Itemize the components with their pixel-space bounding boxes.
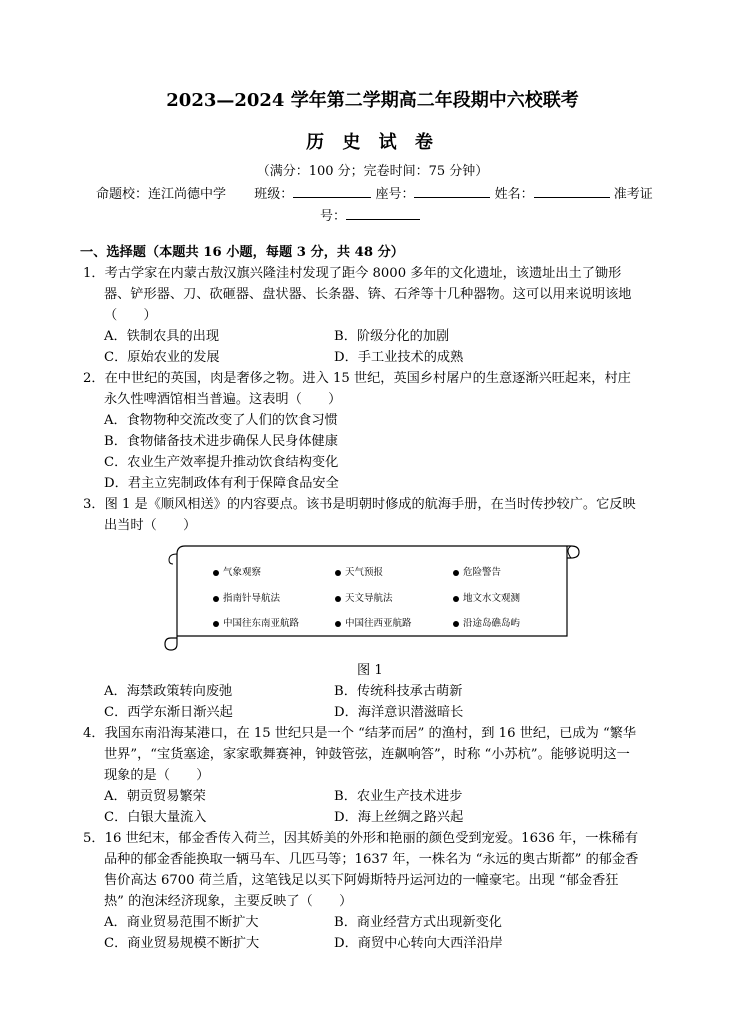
name-blank[interactable] <box>534 185 610 198</box>
ticket-label-2: 号： <box>320 209 347 224</box>
bullet-icon <box>213 596 219 602</box>
q5-option-a[interactable]: A．商业贸易范围不断扩大 <box>104 915 259 930</box>
figure-item-9: 沿途岛礁岛屿 <box>453 615 520 629</box>
q2-line-1: 2．在中世纪的英国，肉是奢侈之物。进入 15 世纪，英国乡村屠户的生意逐渐兴旺起来，村庄 <box>83 371 631 386</box>
q4-option-b[interactable]: B．农业生产技术进步 <box>334 789 463 804</box>
q4-line-2: 世界”，“宝货塞途，家家歌舞赛神，钟鼓管弦，连飙响答”，时称 “小苏杭”。能够说明这一 <box>104 747 630 762</box>
bullet-icon <box>453 570 459 576</box>
q3-option-c[interactable]: C．西学东渐日渐兴起 <box>104 705 233 720</box>
q5-line-1: 5．16 世纪末，郁金香传入荷兰，因其娇美的外形和艳丽的颜色受到宠爱。1636 年，一株稀有 <box>83 831 639 846</box>
figure-item-8: 中国往西亚航路 <box>335 615 412 629</box>
q4-line-1: 4．我国东南沿海某港口，在 15 世纪只是一个 “结茅而居” 的渔村，到 16 世纪，已成为 “繁华 <box>83 726 637 741</box>
bullet-icon <box>453 621 459 627</box>
figure-caption: 图 1 <box>357 663 383 678</box>
q1-line-1: 1．考古学家在内蒙古敖汉旗兴隆洼村发现了距今 8000 多年的文化遗址，该遗址出土了锄形 <box>83 266 622 281</box>
figure-item-3: 危险警告 <box>453 564 501 578</box>
q5-line-2: 品种的郁金香能换取一辆马车、几匹马等；1637 年，一株名为 “永远的奥古斯都” 的郁金香 <box>104 852 639 867</box>
seat-blank[interactable] <box>414 185 490 198</box>
bullet-icon <box>213 621 219 627</box>
figure-item-7: 中国往东南亚航路 <box>213 615 299 629</box>
bullet-icon <box>213 570 219 576</box>
q5-option-b[interactable]: B．商业经营方式出现新变化 <box>334 915 502 930</box>
bullet-icon <box>335 621 341 627</box>
bullet-icon <box>335 596 341 602</box>
q4-option-c[interactable]: C．白银大量流入 <box>104 810 207 825</box>
q4-line-3: 现象的是（ ） <box>104 768 210 783</box>
bullet-icon <box>335 570 341 576</box>
class-blank[interactable] <box>293 185 371 198</box>
q2-option-b[interactable]: B．食物储备技术进步确保人民身体健康 <box>104 434 338 449</box>
q5-line-3: 售价高达 6700 荷兰盾，这笔钱足以买下阿姆斯特丹运河边的一幢豪宅。出现 “郁金香狂 <box>104 873 619 888</box>
scroll-figure <box>163 540 583 652</box>
q3-line-2: 出当时（ ） <box>104 518 197 533</box>
section-title: 一、选择题（本题共 16 小题，每题 3 分，共 48 分） <box>80 245 404 260</box>
q5-line-4: 热” 的泡沫经济现象，主要反映了（ ） <box>104 894 353 909</box>
ticket-label: 准考证 <box>613 187 653 202</box>
q5-option-c[interactable]: C．商业贸易规模不断扩大 <box>104 936 260 951</box>
q3-line-1: 3．图 1 是《顺风相送》的内容要点。该书是明朝时修成的航海手册，在当时传抄较广。它反映 <box>83 497 636 512</box>
q4-option-d[interactable]: D．海上丝绸之路兴起 <box>334 810 464 825</box>
figure-item-5: 天文导航法 <box>335 590 393 604</box>
q3-option-b[interactable]: B．传统科技承古萌新 <box>334 684 463 699</box>
q2-option-a[interactable]: A．食物物种交流改变了人们的饮食习惯 <box>104 413 338 428</box>
bullet-icon <box>453 596 459 602</box>
q1-line-3: （ ） <box>104 308 157 323</box>
seat-label: 座号： <box>375 187 415 202</box>
class-label: 班级： <box>254 187 294 202</box>
q1-option-c[interactable]: C．原始农业的发展 <box>104 350 220 365</box>
q1-option-a[interactable]: A．铁制农具的出现 <box>104 329 220 344</box>
name-label: 姓名： <box>494 187 534 202</box>
q1-option-b[interactable]: B．阶级分化的加剧 <box>334 329 450 344</box>
exam-title: 2023—2024 学年第二学期高二年段期中六校联考 <box>166 90 579 111</box>
score-time-info: （满分：100 分；完卷时间：75 分钟） <box>256 164 489 179</box>
info-line <box>96 183 653 202</box>
q5-option-d[interactable]: D．商贸中心转向大西洋沿岸 <box>334 936 503 951</box>
figure-item-2: 天气预报 <box>335 564 383 578</box>
figure-item-1: 气象观察 <box>213 564 261 578</box>
ticket-line <box>320 205 420 224</box>
ticket-blank[interactable] <box>346 207 420 220</box>
q4-option-a[interactable]: A．朝贡贸易繁荣 <box>104 789 206 804</box>
school-label: 命题校：连江尚德中学 <box>96 187 227 202</box>
q1-line-2: 器、铲形器、刀、砍砸器、盘状器、长条器、锛、石斧等十几种器物。这可以用来说明该地 <box>104 287 632 302</box>
q2-option-d[interactable]: D．君主立宪制政体有利于保障食品安全 <box>104 476 339 491</box>
figure-item-4: 指南针导航法 <box>213 590 280 604</box>
q2-line-2: 永久性啤酒馆相当普遍。这表明（ ） <box>104 392 342 407</box>
subject-title: 历 史 试 卷 <box>306 132 439 153</box>
figure-item-6: 地文水文观测 <box>453 590 520 604</box>
q2-option-c[interactable]: C．农业生产效率提升推动饮食结构变化 <box>104 455 339 470</box>
q1-option-d[interactable]: D．手工业技术的成熟 <box>334 350 464 365</box>
q3-option-a[interactable]: A．海禁政策转向废弛 <box>104 684 233 699</box>
q3-option-d[interactable]: D．海洋意识潜滋暗长 <box>334 705 464 720</box>
